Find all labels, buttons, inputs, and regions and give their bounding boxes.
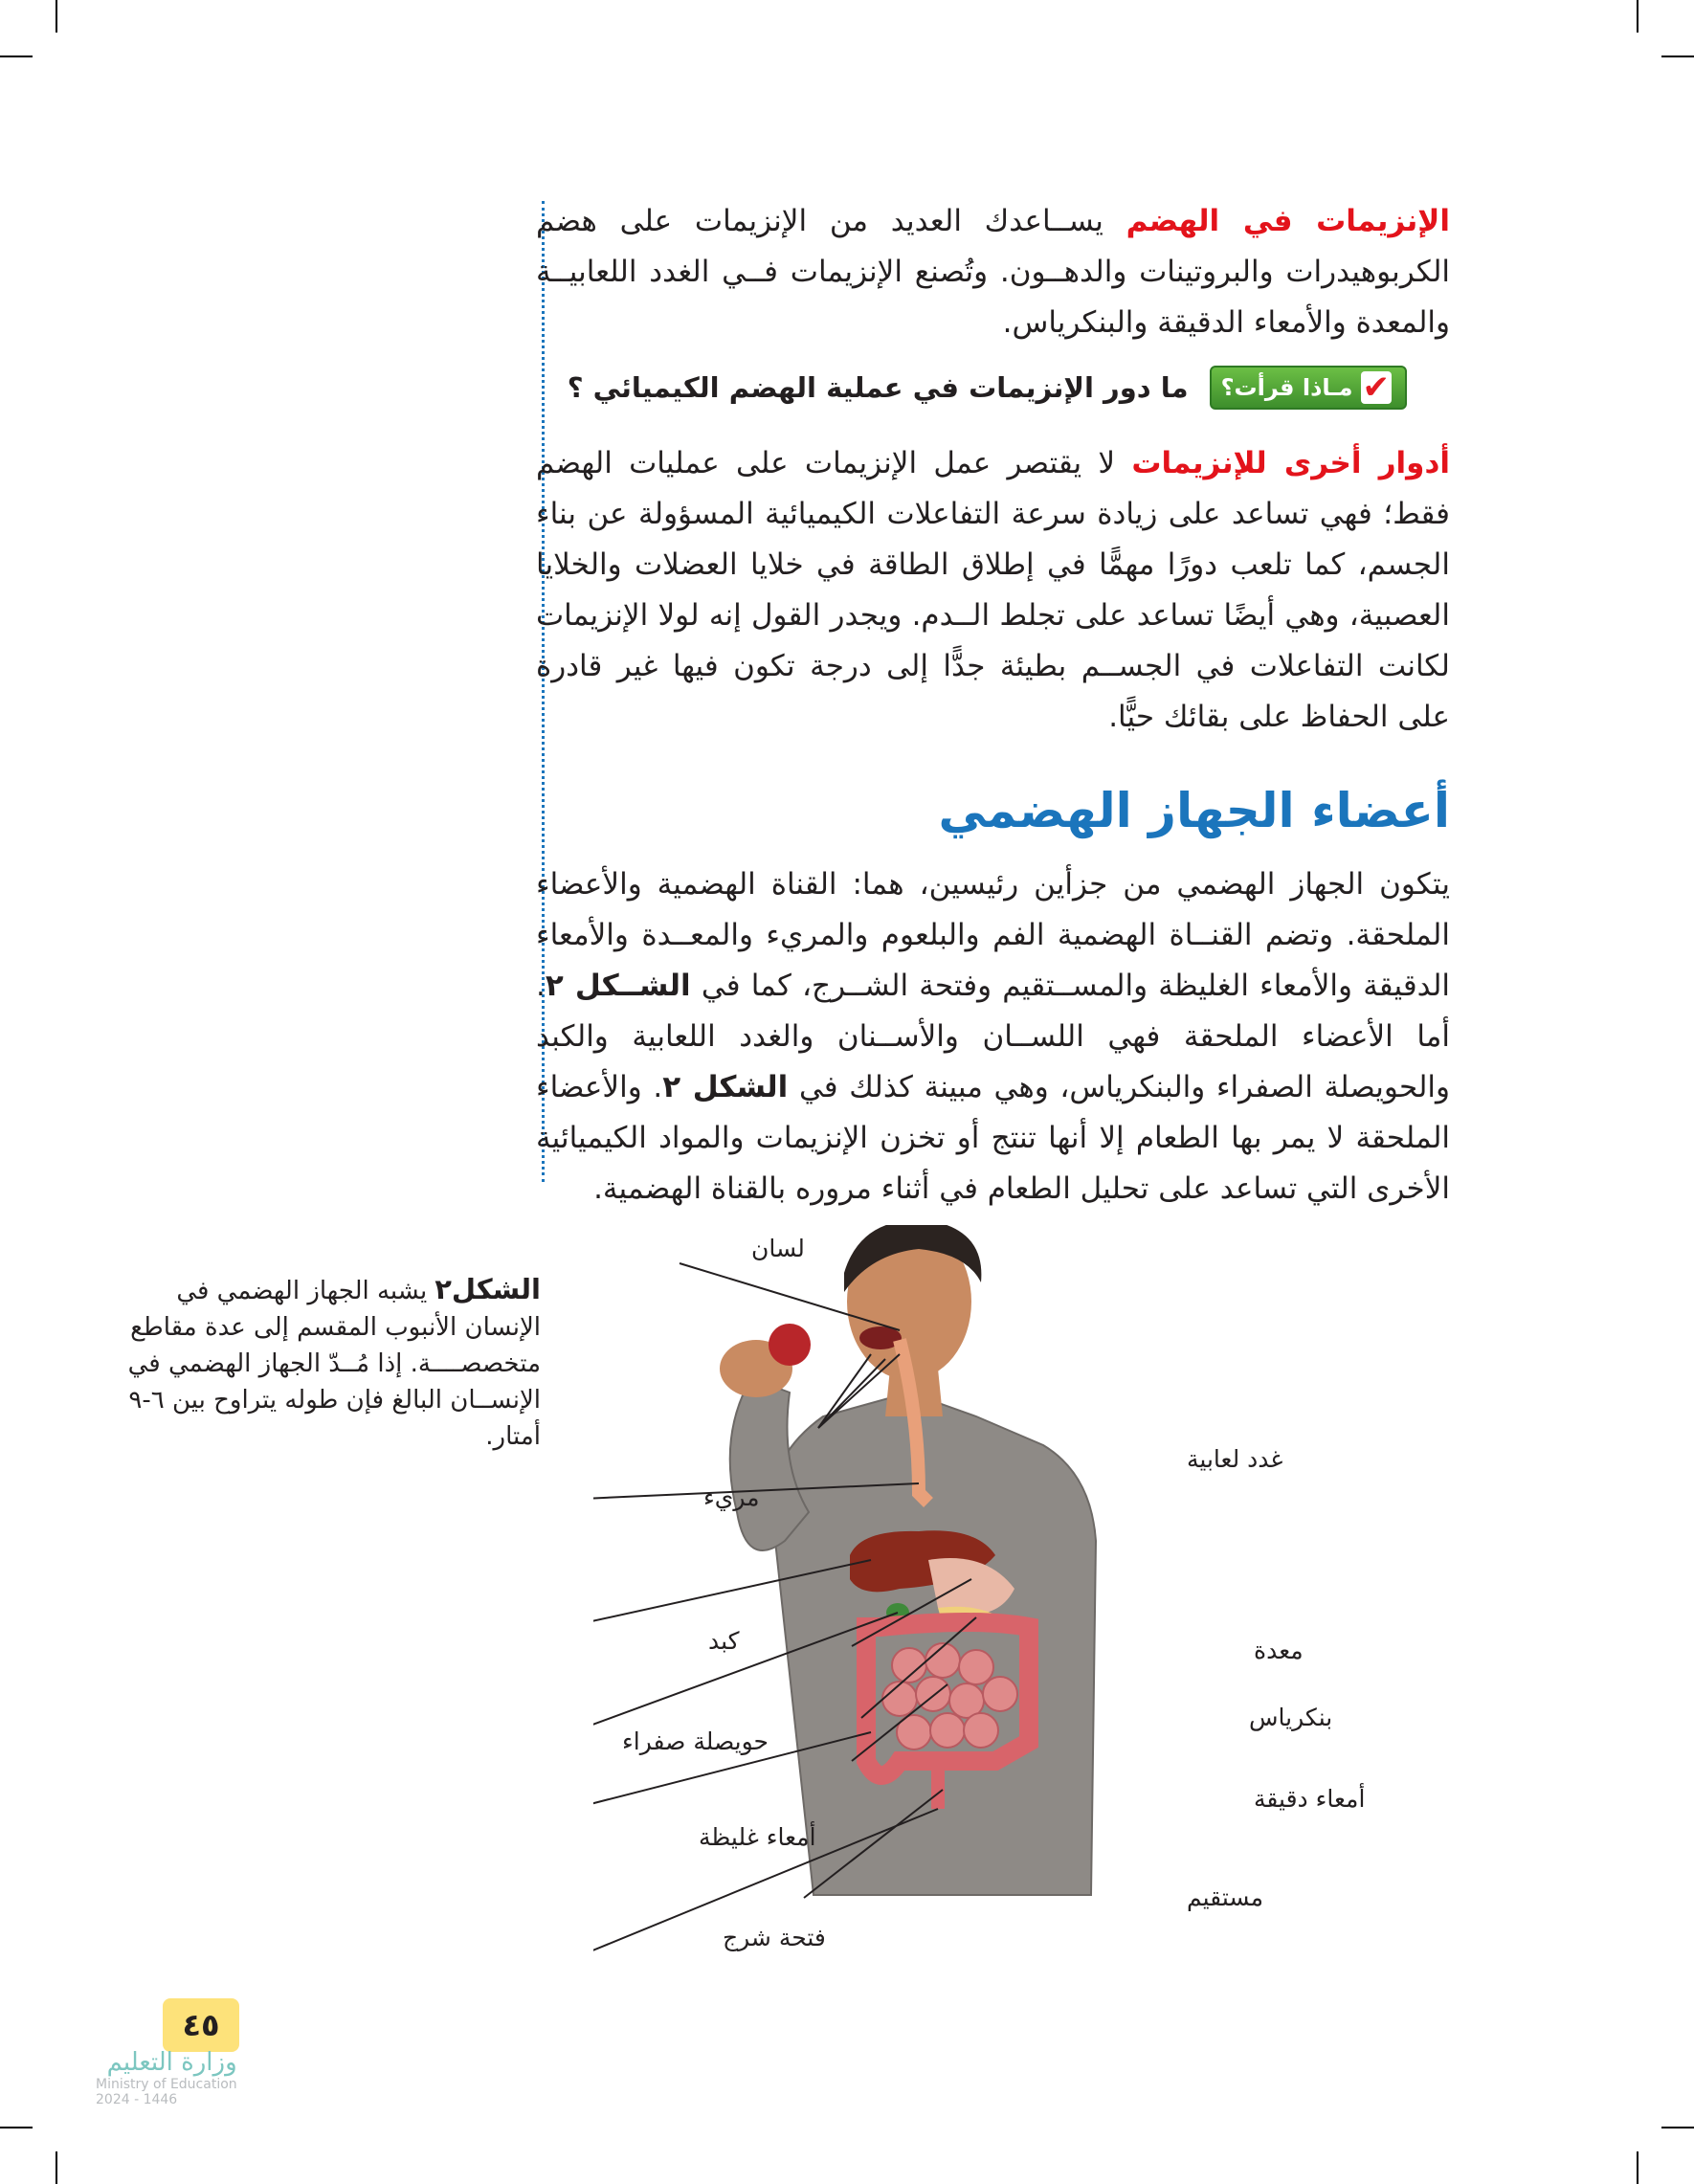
keyword-other-roles: أدوار أخرى للإنزيمات <box>1131 446 1450 480</box>
label-anus: فتحة شرج <box>723 1924 826 1951</box>
figure-caption-text: يشبه الجهاز الهضمي في الإنسان الأنبوب المقسم إلى عدة مقاطع متخصصــــة. إذا مُــدّ الجهاز الهضمي في الإنســان البالغ فإن طوله يتراوح بين ٦-٩ أمتار. <box>127 1277 541 1451</box>
label-esophagus: مريء <box>703 1483 760 1511</box>
badge-label: مـاذا قرأت؟ <box>1220 374 1353 401</box>
paragraph-text: يتكون الجهاز الهضمي من جزأين رئيسين، هما: القناة الهضمية والأعضاء الملحقة. وتضم القنــاة الهضمية الفم والبلعوم والمريء والمعــدة والأمعاء الدقيقة والأمعاء الغليظة والمســتقيم وفتحة الشــرج، كما في <box>536 867 1450 1003</box>
label-tongue: لسان <box>751 1235 805 1262</box>
label-liver: كبد <box>708 1627 740 1655</box>
label-gallbladder: حويصلة صفراء <box>622 1727 769 1755</box>
label-stomach: معدة <box>1254 1637 1304 1664</box>
label-rectum: مستقيم <box>1187 1883 1264 1911</box>
figure-reference: الشكل ٢ <box>662 1070 789 1104</box>
paragraph-digestive-organs <box>536 859 1450 1215</box>
paragraph-enzymes-digestion <box>536 196 1450 348</box>
page-number: ٤٥ <box>163 1998 239 2052</box>
figure-caption-label: الشكل٢ <box>435 1273 541 1305</box>
crop-mark <box>0 56 33 57</box>
crop-mark <box>1661 2127 1694 2128</box>
main-text-column <box>536 196 1450 1215</box>
crop-mark <box>56 2151 57 2184</box>
section-title: أعضاء الجهاز الهضمي <box>938 783 1450 838</box>
paragraph-other-roles <box>536 438 1450 743</box>
reading-check <box>536 366 1450 410</box>
crop-mark <box>1637 2151 1638 2184</box>
keyword-enzymes-digestion: الإنزيمات في الهضم <box>1126 204 1451 238</box>
checkmark-icon: ✔ <box>1362 368 1390 407</box>
crop-mark <box>56 0 57 33</box>
reading-check-badge <box>1210 366 1407 410</box>
academic-year: 2024 - 1446 <box>96 2092 178 2107</box>
figure-caption <box>120 1271 541 1455</box>
paragraph-text: لا يقتصر عمل الإنزيمات على عمليات الهضم فقط؛ فهي تساعد على زيادة سرعة التفاعلات الكيميائية المسؤولة عن بناء الجسم، كما تلعب دورًا مهمًّا في إطلاق الطاقة في خلايا العضلات والخلايا العصبية، وهي أيضًا تساعد على تجلط الــدم. ويجدر القول إنه لولا الإنزيمات لكانت التفاعلات في الجســم بطيئة جدًّا إلى درجة تكون فيها غير قادرة على الحفاظ على بقائك حيًّا. <box>536 446 1450 734</box>
label-large-intestine: أمعاء غليظة <box>699 1823 816 1851</box>
crop-mark <box>1637 0 1638 33</box>
ministry-logo <box>96 2048 237 2107</box>
ministry-name-en: Ministry of Education <box>96 2077 237 2092</box>
label-pancreas: بنكرياس <box>1249 1704 1333 1731</box>
digestive-system-figure <box>593 1225 1455 1952</box>
ministry-name-ar: وزارة التعليم <box>106 2048 237 2077</box>
paragraph-text: . أما الأعضاء الملحقة فهي اللســان والأســنان والغدد اللعابية والكبد والحويصلة الصفراء والبنكرياس، وهي مبينة كذلك في <box>536 969 1450 1104</box>
paragraph-text: . والأعضاء الملحقة لا يمر بها الطعام إلا أنها تنتج أو تخزن الإنزيمات والمواد الكيميائية الأخرى التي تساعد على تحليل الطعام في أثناء مروره بالقناة الهضمية. <box>536 1070 1450 1206</box>
crop-mark <box>0 2127 33 2128</box>
label-small-intestine: أمعاء دقيقة <box>1254 1785 1366 1813</box>
paragraph-text: يســاعدك العديد من الإنزيمات على هضم الكربوهيدرات والبروتينات والدهــون. وتُصنع الإنزيمات فــي الغدد اللعابيــة والمعدة والأمعاء الدقيقة والبنكرياس. <box>536 204 1450 340</box>
figure-reference: الشــكل ٢ <box>545 969 691 1003</box>
label-salivary-glands: غدد لعابية <box>1187 1445 1283 1473</box>
reading-check-question: ما دور الإنزيمات في عملية الهضم الكيميائي ؟ <box>567 371 1189 404</box>
crop-mark <box>1661 56 1694 57</box>
